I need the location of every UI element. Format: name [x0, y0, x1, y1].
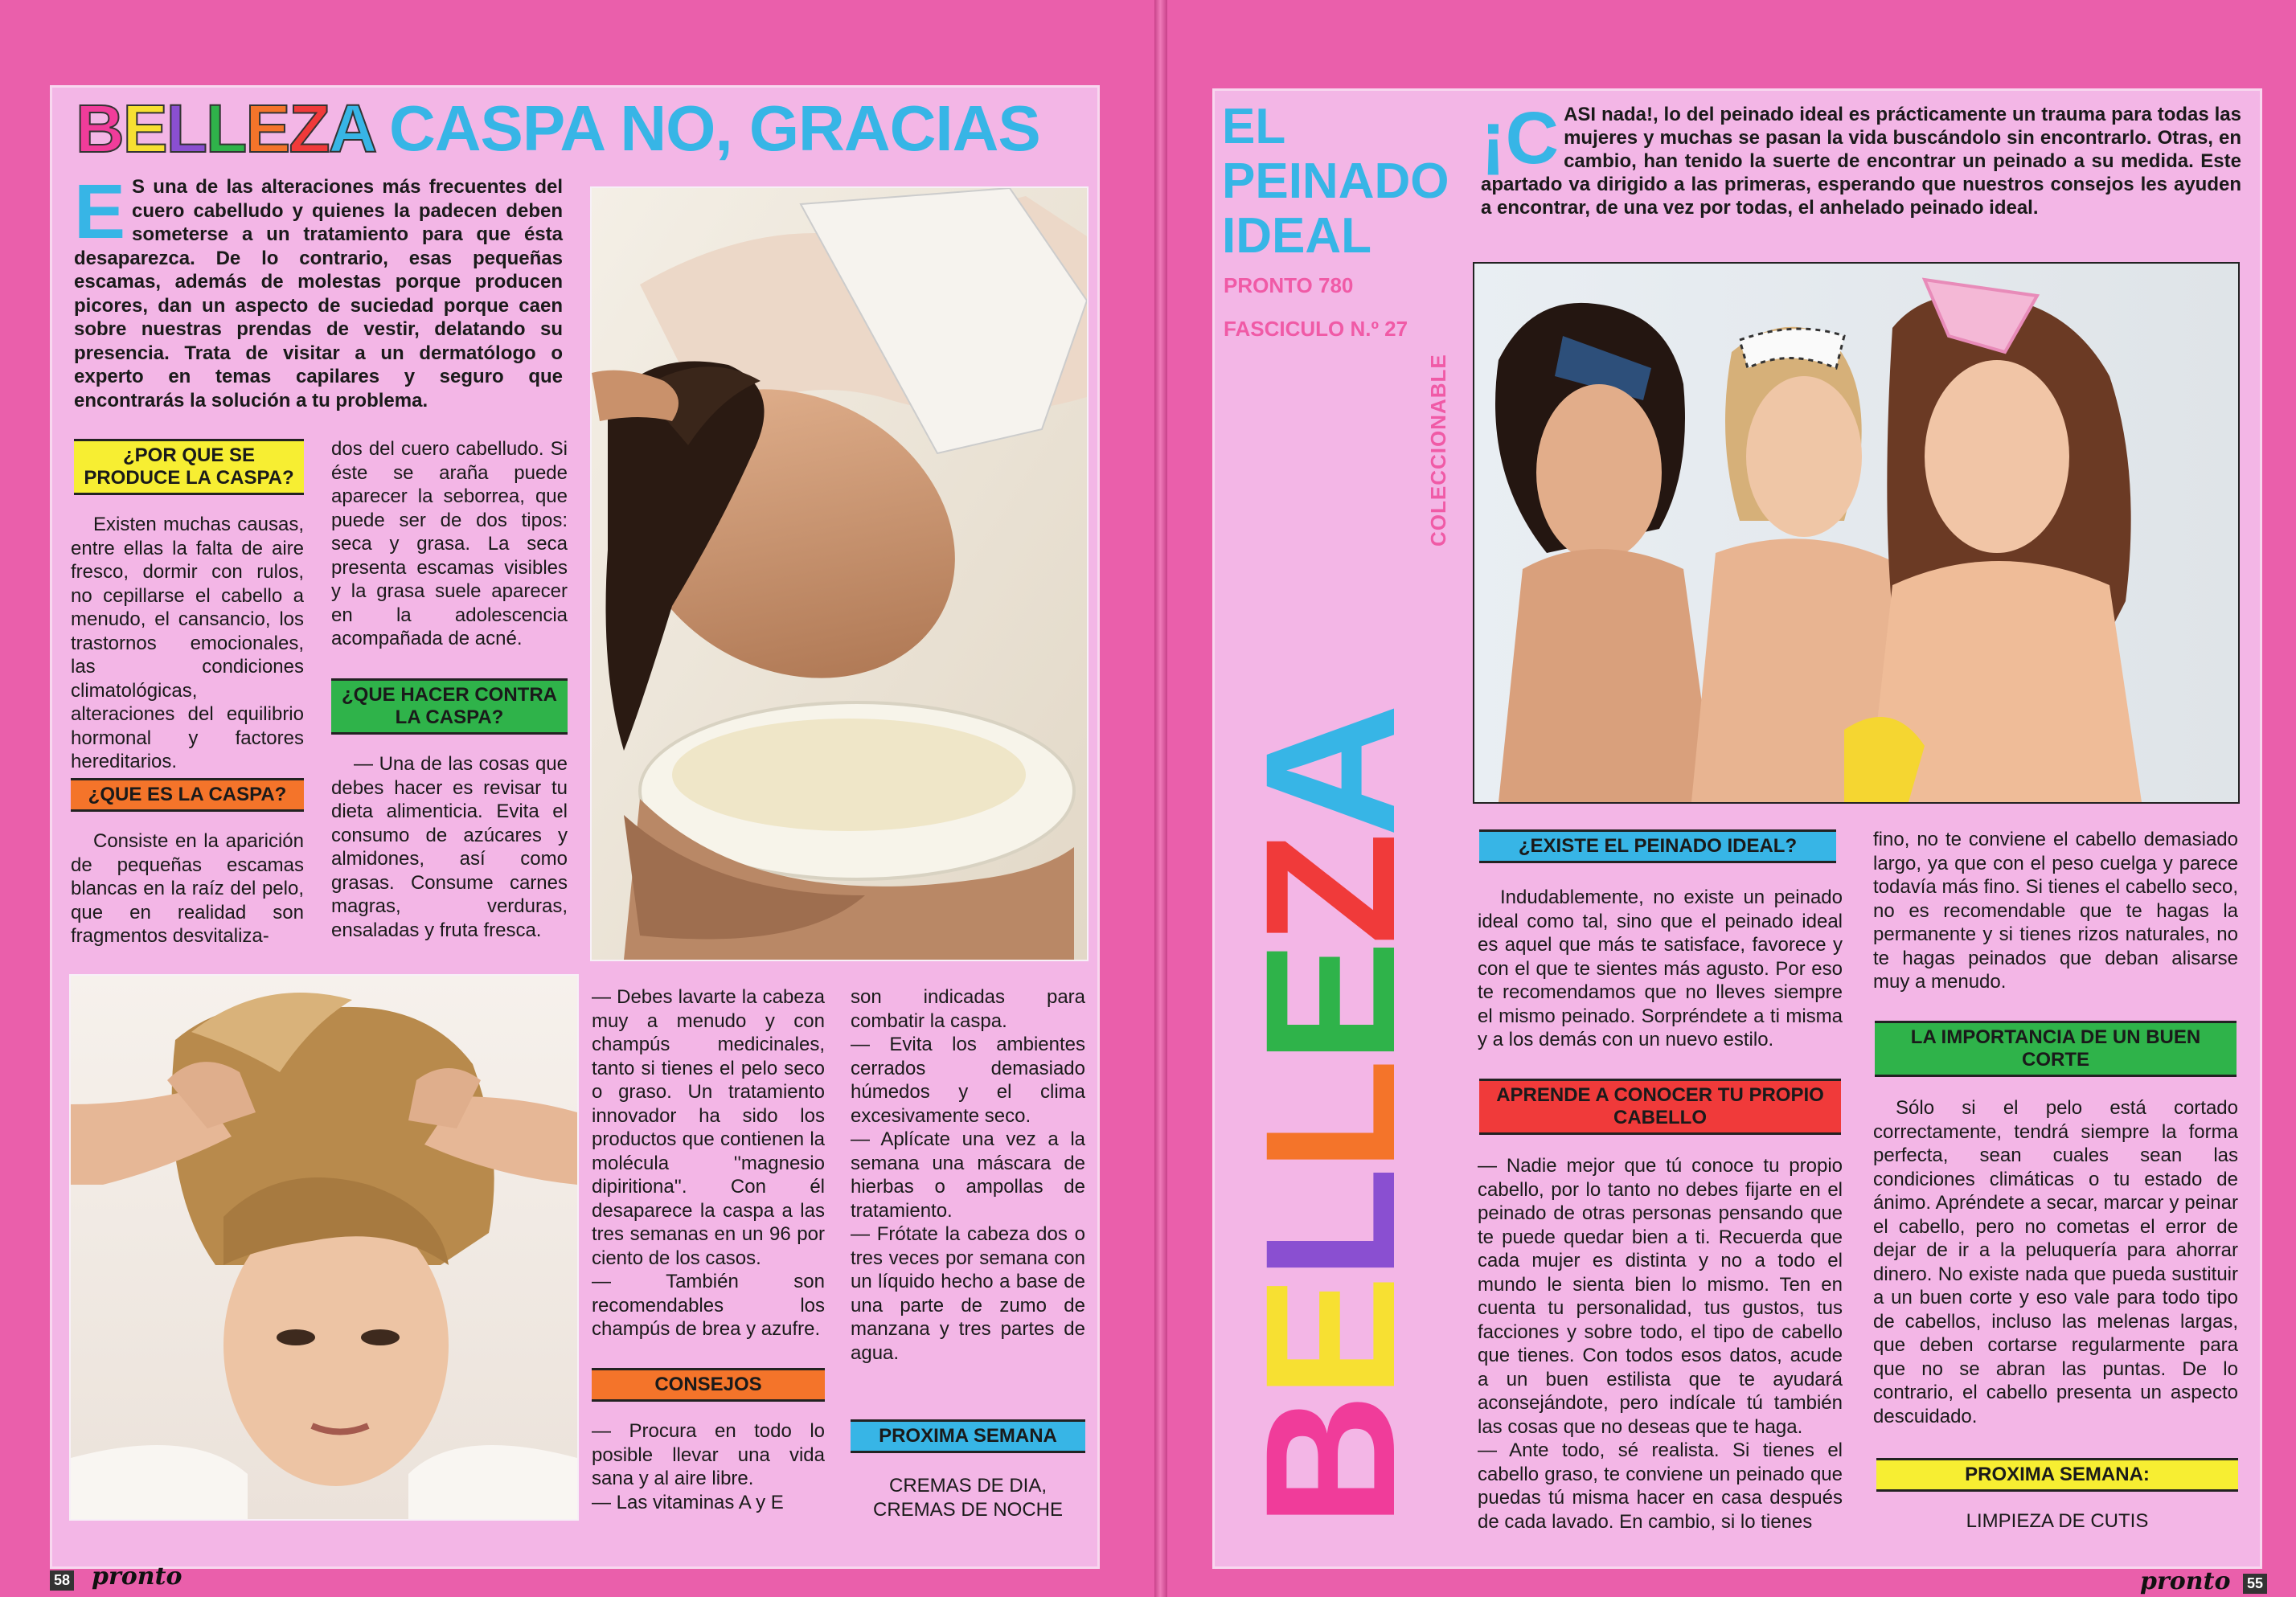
vertical-belleza-letter-3: L	[1227, 1171, 1433, 1280]
intro-paragraph	[74, 169, 563, 412]
belleza-title-letter-7: A	[328, 91, 376, 166]
pronto-issue: PRONTO 780	[1224, 273, 1354, 297]
paragraph-aprende-a-conocer: — Nadie mejor que tú conoce tu propio cabello, por lo tanto no debes fijarte en el peinado de otras personas pensando que te puede quedar bien a ti. Recuerda que cada mujer es distinta y no a todo el mundo le sienta bien lo mismo. Ten en cuenta tu personalidad, tus gustos, tus facciones y sobre todo, el tipo de cabello que tienes. Con todos esos datos, acude a un buen estilista que te ayudará aconsejándote, pero indícale tú también las cosas que no deseas que te haga. — Ante todo, sé realista. Si tienes el cabello graso, te conviene un peinado que puedas tú misma hacer en casa después de cada lavado. En cambio, si lo tienes	[1478, 1155, 1843, 1533]
brand-logo-left: pronto	[92, 1562, 182, 1591]
paragraph-que-hacer: — Una de las cosas que debes hacer es revisar tu dieta alimenticia. Evita el consumo de azúcares y almidones, así como grasas. Consume carnes magras, verduras, ensaladas y fruta fresca.	[331, 753, 568, 941]
paragraph-existe-peinado-ideal: Indudablemente, no existe un peinado ideal como tal, sino que el peinado ideal es aquel que más te satisface, favorece y con el que te sientes más agusto. Por eso te recomendamos que no lleves siempre el mismo peinado. Sorpréndete a ti misma y a los demás con un nuevo estilo.	[1478, 887, 1843, 1050]
belleza-title-letter-2: E	[122, 91, 166, 166]
belleza-title-letter-4: L	[206, 91, 246, 166]
paragraph-que-es-la-caspa: Consiste en la aparición de pequeñas escamas blancas en la raíz del pelo, que en realidad son fragmentos desvitaliza-	[71, 830, 304, 947]
paragraph-importancia-buen-corte: Sólo si el pelo está cortado correctamente, tendrá siempre la forma perfecta, sean cuales sean las condiciones climáticas o tu estado de ánimo. Apréndete a secar, marcar y peinar el cabello, pero no cometas el error de dejar de ir a la peluquería para ahorrar dinero. No existe nada que pueda sustituir a un buen corte y eso vale para todo tipo de cabellos, incluso las melenas largas, que deben cortarse regularmente para que no se abran las puntas. De lo contrario, el cabello presenta un aspecto descuidado.	[1873, 1097, 2238, 1427]
page-number-right: 55	[2243, 1574, 2267, 1594]
heading-proxima-semana-left: PROXIMA SEMANA	[851, 1419, 1085, 1453]
vertical-belleza-letter-7: A	[1227, 708, 1433, 837]
woman-hands-in-hair-image	[71, 976, 577, 1519]
photo-three-women	[1473, 262, 2240, 804]
intro-paragraph-right	[1481, 97, 2241, 219]
belleza-title-letter-6: Z	[289, 91, 329, 166]
photo-man-washing-hair	[590, 186, 1089, 961]
heading-existe-peinado-ideal: ¿EXISTE EL PEINADO IDEAL?	[1479, 829, 1836, 863]
vertical-belleza-letter-2: E	[1227, 1280, 1433, 1398]
proxima-semana-text-right: LIMPIEZA DE CUTIS	[1966, 1510, 2149, 1532]
heading-importancia-buen-corte: LA IMPORTANCIA DE UN BUEN CORTE	[1875, 1021, 2237, 1077]
title-peinado-ideal	[1222, 100, 1463, 264]
vertical-belleza-letter-1: B	[1227, 1398, 1433, 1527]
vertical-belleza-letter-5: E	[1227, 945, 1433, 1064]
three-women-image	[1474, 264, 2238, 802]
proxima-semana-text-left: CREMAS DE DIA, CREMAS DE NOCHE	[872, 1475, 1064, 1521]
section-title-belleza	[76, 90, 375, 167]
man-washing-hair-image	[592, 188, 1087, 960]
heading-que-es-la-caspa: ¿QUE ES LA CASPA?	[71, 778, 304, 812]
paragraph-tipo-de-cabello: fino, no te conviene el cabello demasiado largo, ya que con el peso cuelga y parece todavía más fino. Si tienes el cabello seco, no es recomendable que te hagas la permanente y si tienes rizos naturales, no te hagas peinados que deban alisarse muy a menudo.	[1873, 829, 2238, 993]
paragraph-por-que-se-produce: Existen muchas causas, entre ellas la falta de aire fresco, dormir con rulos, no cepillarse el cabello a menudo, el cansancio, los trastornos emocionales, las condiciones climatológicas, alteraciones del equilibrio hormonal y factores hereditarios.	[71, 514, 304, 772]
belleza-title-letter-3: L	[166, 91, 207, 166]
vertical-belleza-title	[1227, 708, 1433, 1527]
fasciculo-number: FASCICULO N.º 27	[1224, 317, 1408, 341]
coleccionable-label: COLECCIONABLE	[1426, 354, 1450, 547]
heading-proxima-semana-right: PROXIMA SEMANA:	[1876, 1458, 2238, 1492]
brand-logo-right: pronto	[2140, 1567, 2231, 1595]
drop-cap: E	[74, 169, 126, 255]
title-line-2: PEINADO	[1222, 154, 1449, 209]
heading-por-que-se-produce: ¿POR QUE SE PRODUCE LA CASPA?	[74, 439, 304, 495]
intro-text: S una de las alteraciones más frecuentes del cuero cabelludo y quienes la padecen deben someterse a un tratamiento para que ésta desaparezca. De lo contrario, esas pequeñas escamas, además de molestas porque producen picores, dan un aspecto de suciedad porque caen sobre nuestras prendas de vestir, delatando su presencia. Trata de visitar a un dermatólogo o experto en temas capilares y seguro que encontrarás la solución a tu problema.	[74, 176, 563, 412]
title-line-3: IDEAL	[1222, 208, 1371, 264]
title-line-1: EL	[1222, 99, 1286, 154]
paragraph-tratamiento: — Debes lavarte la cabeza muy a menudo y con champús medicinales, tanto si tienes el pelo seco o graso. Un tratamiento innovador ha sido los productos que contienen la molécula ''magnesio dipiritiona''. Con él desaparece la caspa a las tres semanas en un 96 por ciento de los casos. — También son recomendables los champús de brea y azufre.	[592, 986, 825, 1340]
page-gutter	[1154, 0, 1167, 1597]
photo-woman-hands-in-hair	[69, 974, 579, 1521]
paragraph-consejos: — Procura en todo lo posible llevar una vida sana y al aire libre. — Las vitaminas A y E	[592, 1420, 825, 1513]
heading-aprende-a-conocer: APRENDE A CONOCER TU PROPIO CABELLO	[1479, 1079, 1841, 1135]
paragraph-seborrea: dos del cuero cabelludo. Si éste se araña puede aparecer la seborrea, que puede ser de dos tipos: seca y grasa. La seca presenta escamas visibles y la grasa suele aparecer en la adolescencia acompañada de acné.	[331, 438, 568, 649]
paragraph-remedios: son indicadas para combatir la caspa. — Evita los ambientes cerrados demasiado húmedos y el clima excesivamente seco. — Aplícate una vez a la semana una máscara de hierbas o ampollas de tratamiento. — Frótate la cabeza dos o tres veces por semana con un líquido hecho a base de una parte de zumo de manzana y tres partes de agua.	[851, 986, 1085, 1364]
heading-consejos: CONSEJOS	[592, 1368, 825, 1402]
vertical-belleza-letter-4: L	[1227, 1063, 1433, 1172]
article-headline: CASPA NO, GRACIAS	[389, 92, 1040, 164]
page-number-left: 58	[50, 1570, 74, 1591]
vertical-belleza-letter-6: Z	[1227, 837, 1433, 946]
belleza-title-letter-1: B	[76, 91, 123, 166]
drop-cap-right: ¡C	[1481, 97, 1560, 179]
intro-text-right: ASI nada!, lo del peinado ideal es prácticamente un trauma para todas las mujeres y muchas se pasan la vida buscándolo sin encontrarlo. Otras, en cambio, han tenido la suerte de encontrar un peinado a su medida. Este apartado va dirigido a las primeras, esperando que nuestros consejos les ayuden a encontrar, de una vez por todas, el anhelado peinado ideal.	[1481, 104, 2241, 219]
belleza-title-letter-5: E	[245, 91, 289, 166]
heading-que-hacer: ¿QUE HACER CONTRA LA CASPA?	[331, 678, 568, 735]
